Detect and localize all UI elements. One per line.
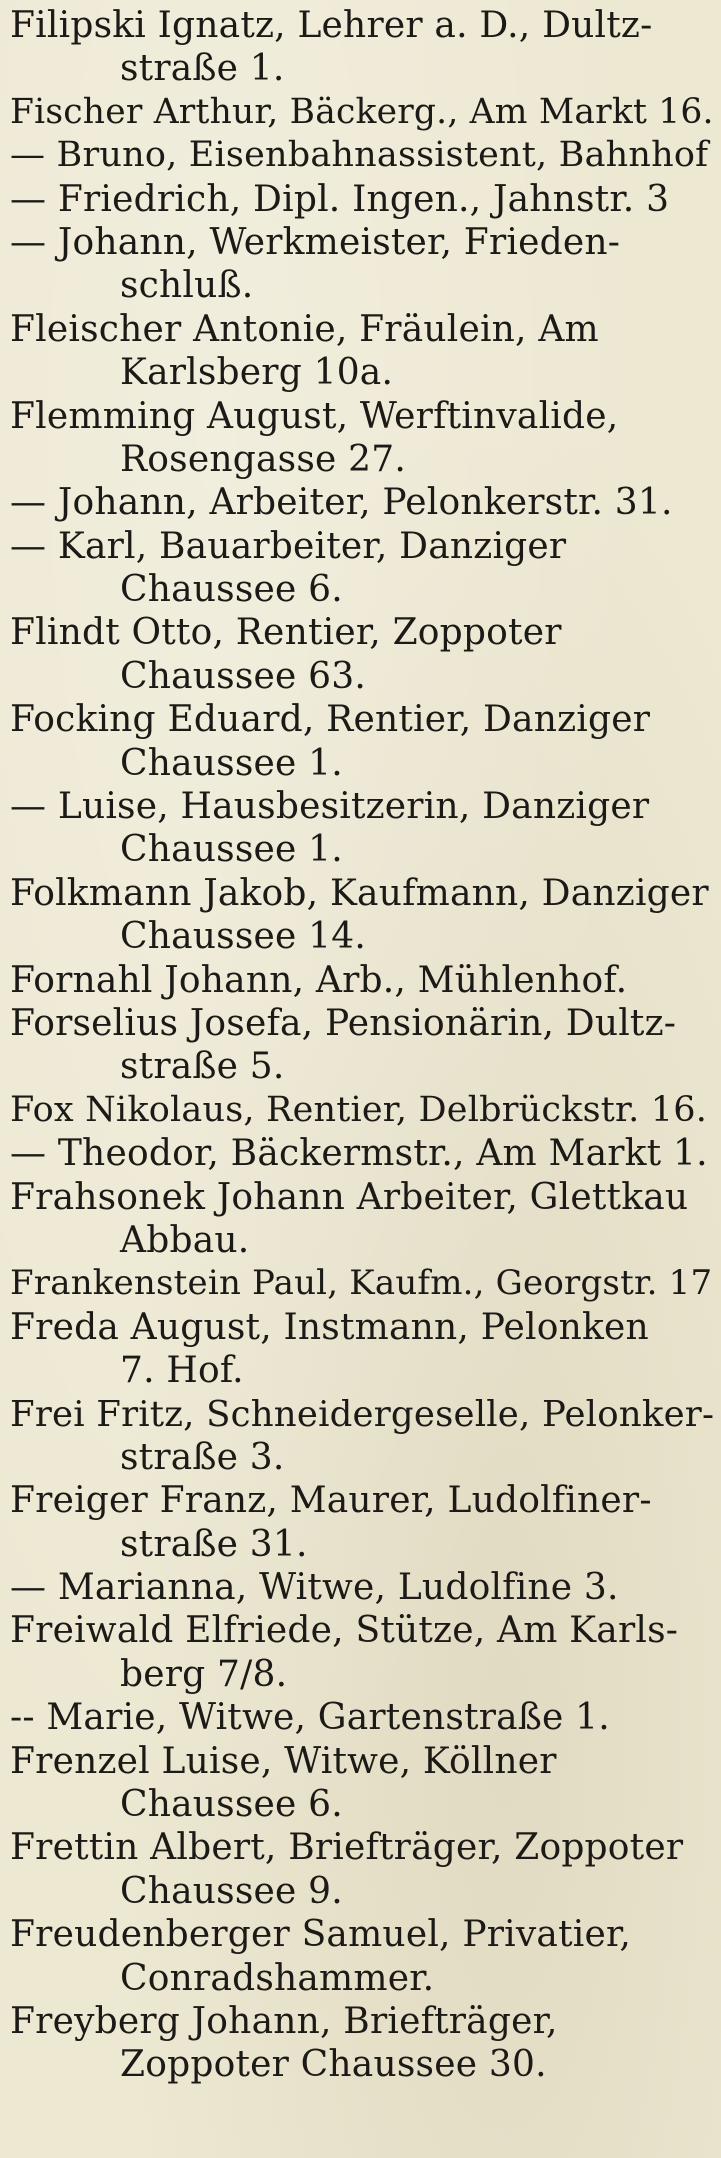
directory-entry bbox=[10, 134, 715, 177]
directory-entry bbox=[10, 2000, 715, 2087]
entry-line: — Johann, Arbeiter, Pelonkerstr. 31. bbox=[10, 482, 673, 524]
directory-entry bbox=[10, 1306, 715, 1393]
entry-line: Freiger Franz, Maurer, Ludolfiner- bbox=[10, 1480, 652, 1522]
entry-line: Forselius Josefa, Pensionärin, Dultz- bbox=[10, 1002, 677, 1044]
directory-entry bbox=[10, 481, 715, 524]
entry-line: Fornahl Johann, Arb., Mühlenhof. bbox=[10, 959, 628, 1001]
entry-continuation-line: Abbau. bbox=[120, 1219, 250, 1261]
directory-entry bbox=[10, 308, 715, 395]
entry-continuation-line: schluß. bbox=[120, 265, 254, 307]
directory-entry bbox=[10, 785, 715, 872]
entry-line: — Bruno, Eisenbahnassistent, Bahnhof bbox=[10, 135, 709, 176]
entry-line: Flindt Otto, Rentier, Zoppoter bbox=[10, 612, 562, 654]
entry-line: Freudenberger Samuel, Privatier, bbox=[10, 1914, 632, 1956]
entry-line: — Luise, Hausbesitzerin, Danziger bbox=[10, 786, 650, 828]
entry-line: Frankenstein Paul, Kaufm., Georgstr. 17 bbox=[10, 1263, 713, 1304]
entry-continuation-line: Chaussee 1. bbox=[120, 742, 343, 784]
directory-entry bbox=[10, 1913, 715, 2000]
entry-line: Frahsonek Johann Arbeiter, Glettkau bbox=[10, 1176, 689, 1218]
directory-entry bbox=[10, 91, 715, 134]
directory-entry bbox=[10, 1002, 715, 1089]
entry-continuation-line: Chaussee 63. bbox=[120, 655, 367, 697]
directory-entry bbox=[10, 1089, 715, 1132]
entry-continuation-line: 7. Hof. bbox=[120, 1350, 244, 1392]
directory-entry bbox=[10, 1609, 715, 1696]
directory-entry bbox=[10, 698, 715, 785]
entry-continuation-line: berg 7/8. bbox=[120, 1653, 288, 1695]
directory-entry bbox=[10, 1740, 715, 1827]
directory-entry bbox=[10, 872, 715, 959]
entry-line: Frei Fritz, Schneidergeselle, Pelonker- bbox=[10, 1393, 715, 1435]
entry-continuation-line: straße 31. bbox=[120, 1523, 308, 1565]
entry-line: Filipski Ignatz, Lehrer a. D., Dultz- bbox=[10, 5, 653, 46]
entry-continuation-line: Chaussee 6. bbox=[120, 1784, 343, 1826]
entry-list bbox=[10, 4, 715, 2087]
directory-entry bbox=[10, 611, 715, 698]
directory-entry bbox=[10, 395, 715, 482]
entry-line: Frettin Albert, Briefträger, Zoppoter bbox=[10, 1827, 684, 1869]
directory-entry bbox=[10, 525, 715, 612]
entry-continuation-line: Chaussee 6. bbox=[120, 569, 343, 611]
directory-entry bbox=[10, 1132, 715, 1175]
directory-entry bbox=[10, 1696, 715, 1739]
entry-continuation-line: Rosengasse 27. bbox=[120, 438, 407, 480]
entry-line: Freyberg Johann, Briefträger, bbox=[10, 2000, 558, 2042]
entry-continuation-line: Zoppoter Chaussee 30. bbox=[120, 2044, 547, 2086]
entry-line: Fleischer Antonie, Fräulein, Am bbox=[10, 308, 599, 350]
entry-continuation-line: straße 5. bbox=[120, 1046, 285, 1088]
entry-line: Freiwald Elfriede, Stütze, Am Karls- bbox=[10, 1610, 679, 1652]
entry-continuation-line: Chaussee 9. bbox=[120, 1870, 343, 1912]
entry-line: — Johann, Werkmeister, Frieden- bbox=[10, 221, 621, 263]
entry-continuation-line: straße 3. bbox=[120, 1436, 285, 1478]
directory-entry bbox=[10, 959, 715, 1002]
directory-entry bbox=[10, 1176, 715, 1263]
entry-line: — Karl, Bauarbeiter, Danziger bbox=[10, 525, 567, 567]
directory-entry bbox=[10, 4, 715, 91]
entry-continuation-line: Conradshammer. bbox=[120, 1957, 435, 1999]
directory-entry bbox=[10, 178, 715, 221]
entry-line: — Theodor, Bäckermstr., Am Markt 1. bbox=[10, 1133, 708, 1175]
entry-continuation-line: straße 1. bbox=[120, 48, 285, 90]
entry-continuation-line: Karlsberg 10a. bbox=[120, 352, 394, 394]
directory-entry bbox=[10, 1566, 715, 1609]
directory-entry bbox=[10, 1479, 715, 1566]
directory-entry bbox=[10, 1826, 715, 1913]
entry-line: — Friedrich, Dipl. Ingen., Jahnstr. 3 bbox=[10, 178, 670, 220]
entry-line: Folkmann Jakob, Kaufmann, Danziger bbox=[10, 872, 709, 914]
entry-line: Freda August, Instmann, Pelonken bbox=[10, 1306, 649, 1348]
entry-line: Focking Eduard, Rentier, Danziger bbox=[10, 699, 651, 741]
directory-entry bbox=[10, 221, 715, 308]
directory-entry bbox=[10, 1262, 715, 1305]
entry-line: -- Marie, Witwe, Gartenstraße 1. bbox=[10, 1697, 610, 1739]
entry-line: — Marianna, Witwe, Ludolfine 3. bbox=[10, 1567, 619, 1609]
entry-line: Flemming August, Werftinvalide, bbox=[10, 395, 619, 437]
entry-continuation-line: Chaussee 1. bbox=[120, 829, 343, 871]
entry-line: Frenzel Luise, Witwe, Köllner bbox=[10, 1740, 557, 1782]
entry-line: Fox Nikolaus, Rentier, Delbrückstr. 16. bbox=[10, 1089, 708, 1130]
entry-continuation-line: Chaussee 14. bbox=[120, 916, 367, 958]
entry-line: Fischer Arthur, Bäckerg., Am Markt 16. bbox=[10, 91, 714, 132]
directory-entry bbox=[10, 1393, 715, 1480]
